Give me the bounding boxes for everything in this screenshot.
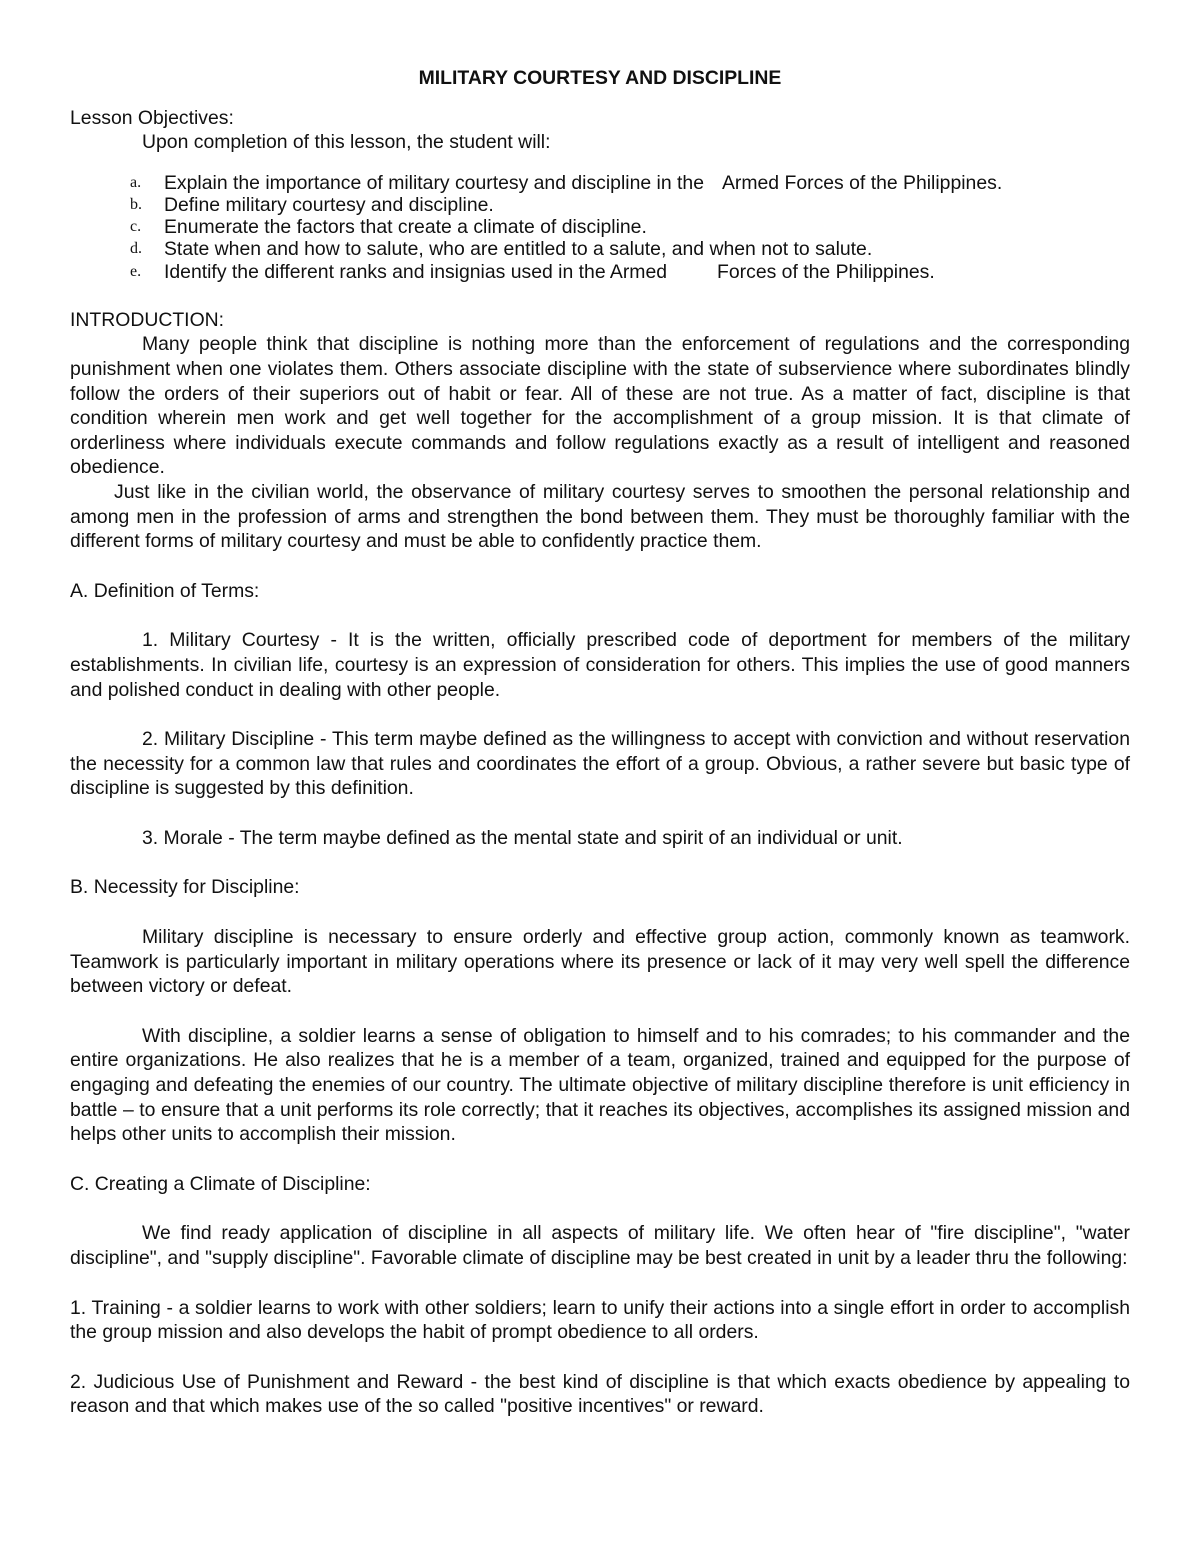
objectives-list	[70, 172, 1130, 283]
section-a-heading: A. Definition of Terms:	[70, 579, 260, 602]
document-title: MILITARY COURTESY AND DISCIPLINE	[418, 67, 782, 89]
document-page	[70, 66, 1130, 1419]
introduction-paragraph: Many people think that discipline is nothing more than the enforcement of regulations and the corresponding punishment when one violates them. Others associate discipline with the state of subservience where subordinates blindly follow the orders of their superiors out of habit or fear. All of these are not true. As a matter of fact, discipline is that condition wherein men work and get well together for the accomplishment of a group mission. It is that climate of orderliness where individuals execute commands and follow regulations exactly as a result of intelligent and reasoned obedience.	[70, 333, 1130, 479]
introduction-paragraph: Just like in the civilian world, the observance of military courtesy serves to smoothen the personal relationship and among men in the profession of arms and strengthen the bond between them. They must be thoroughly familiar with the different forms of military courtesy and must be able to confidently practice them.	[70, 480, 1130, 553]
section-b-heading: B. Necessity for Discipline:	[70, 876, 300, 899]
term-definition: 1. Military Courtesy - It is the written, officially prescribed code of deportment for members of the military establishments. In civilian life, courtesy is an expression of consideration for others. This implies the use of good manners and polished conduct in dealing with other people.	[70, 629, 1130, 701]
section-b-paragraph: With discipline, a soldier learns a sense of obligation to himself and to his comrades; to his commander and the entire organizations. He also realizes that he is a member of a team, organized, trained and equipped for the purpose of engaging and defeating the enemies of our country. The ultimate objective of military discipline therefore is unit efficiency in battle – to ensure that a unit performs its role correctly; that it reaches its objectives, accomplishes its assigned mission and helps other units to accomplish their mission.	[70, 1024, 1130, 1146]
objectives-intro: Upon completion of this lesson, the student will:	[142, 131, 551, 154]
term-definition: 3. Morale - The term maybe defined as the mental state and spirit of an individual or unit.	[142, 826, 903, 849]
objectives-heading: Lesson Objectives:	[70, 106, 234, 129]
objective-text: Enumerate the factors that create a climate of discipline.	[164, 216, 647, 239]
section-b-paragraph: Military discipline is necessary to ensure orderly and effective group action, commonly known as teamwork. Teamwork is particularly important in military operations where its presence or lack of it may very well spell the difference between victory or defeat.	[70, 926, 1130, 998]
climate-item: 1. Training - a soldier learns to work with other soldiers; learn to unify their actions into a single effort in order to accomplish the group mission and also develops the habit of prompt obedience to all orders.	[70, 1296, 1130, 1344]
objective-item	[70, 238, 1130, 260]
objective-item	[70, 216, 1130, 238]
objective-text: Explain the importance of military courtesy and discipline in the	[164, 171, 704, 194]
objective-item	[70, 172, 1130, 194]
introduction-heading: INTRODUCTION:	[70, 308, 225, 331]
objective-text: Armed Forces of the Philippines.	[721, 171, 1003, 194]
objective-text: Define military courtesy and discipline.	[164, 193, 494, 216]
objective-marker: b.	[130, 195, 142, 213]
objective-marker: c.	[130, 218, 142, 236]
objective-marker: e.	[130, 262, 142, 280]
section-c-paragraph: We find ready application of discipline in all aspects of military life. We often hear of "fire discipline", "water discipline", and "supply discipline". Favorable climate of discipline may be best created in unit by a leader thru the following:	[70, 1222, 1130, 1270]
objective-text: Forces of the Philippines.	[717, 260, 935, 283]
section-c-heading: C. Creating a Climate of Discipline:	[70, 1172, 371, 1195]
term-definition: 2. Military Discipline - This term maybe defined as the willingness to accept with conviction and without reservation the necessity for a common law that rules and coordinates the effort of a group. Obvious, a rather severe but basic type of discipline is suggested by this definition.	[70, 728, 1130, 800]
objective-item	[70, 261, 1130, 283]
objective-text: Identify the different ranks and insignias used in the Armed	[164, 260, 668, 283]
objective-marker: d.	[130, 240, 142, 258]
objective-item	[70, 194, 1130, 216]
climate-item: 2. Judicious Use of Punishment and Reward - the best kind of discipline is that which exacts obedience by appealing to reason and that which makes use of the so called "positive incentives" or reward.	[70, 1370, 1130, 1418]
objective-text: State when and how to salute, who are entitled to a salute, and when not to salute.	[164, 238, 873, 261]
objective-marker: a.	[130, 173, 142, 191]
